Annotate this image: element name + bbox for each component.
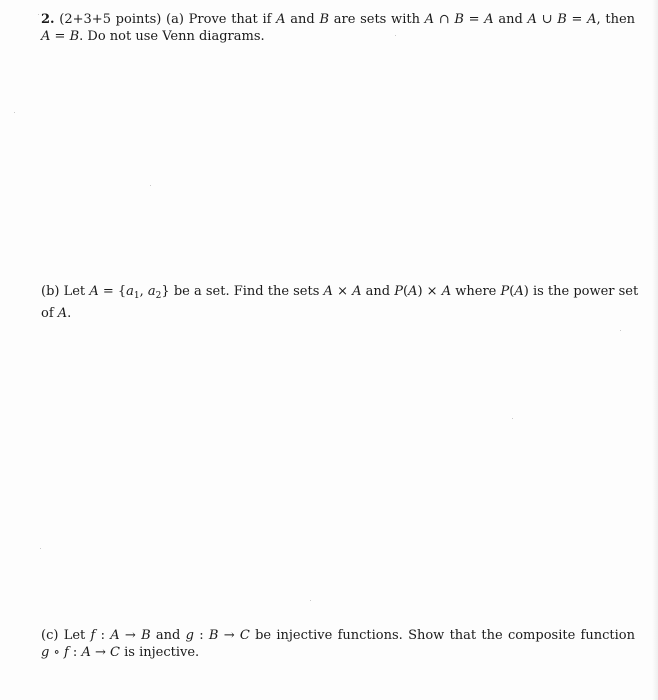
part-a-text: and [498,12,523,27]
problem-points: (2+3+5 points) [59,12,162,27]
part-a-question [41,11,635,45]
scan-speck [620,330,621,331]
math-expression: A ∩ B = A [424,12,494,27]
math-expression: P(A) × A [394,284,452,299]
math-expression: g : B → C [185,628,250,643]
part-c-label: (c) [41,628,59,643]
part-a-label: (a) [166,12,184,27]
part-c-text: be injective functions. Show that the composite function [255,628,635,643]
math-expression: f : A → B [90,628,151,643]
part-b-text: where [455,284,497,299]
scan-speck [14,112,15,113]
part-c-line-2 [41,644,635,661]
scan-speck [40,548,41,549]
scan-speck [38,14,39,15]
part-b-text: of [41,306,54,321]
part-a-text: and [290,12,315,27]
part-c-line-1 [41,627,635,644]
math-expression: A. [57,306,72,321]
part-b-text: Let [63,284,86,299]
part-a-text: then [605,12,636,27]
part-b-line-1 [41,283,639,305]
part-c-text: and [155,628,181,643]
scan-speck [150,185,151,186]
part-b-label: (b) [41,284,60,299]
math-expression: $A = \{a_1$, $a_2$} [89,284,170,301]
scan-speck [310,600,311,601]
math-expression: A = B. [41,29,84,44]
math-expression: P(A) [500,284,529,299]
problem-number: 2. [41,12,55,27]
part-c-text: Let [63,628,86,643]
part-c-text: is injective. [124,645,200,660]
part-b-line-2 [41,305,635,322]
part-c-question [41,627,635,661]
scan-edge-shadow [652,0,658,700]
math-expression: A × A [323,284,362,299]
part-b-text: is the power set [532,284,639,299]
part-b-question [41,283,639,322]
part-a-text: Do not use Venn diagrams. [87,29,265,44]
part-a-line-2 [41,28,635,45]
part-a-text: Prove that if [188,12,272,27]
part-b-text: and [365,284,391,299]
math-expression: A ∪ B = A, [527,12,601,27]
scan-speck [512,418,513,419]
scan-speck [395,35,396,36]
part-a-text: are sets with [333,12,420,27]
part-a-line-1: 2. (2+3+5 points) (a) Prove that if A and B are sets with A ∩ B = A and A ∪ B = A, then [41,12,636,27]
math-expression: g ∘ f : A → C [41,645,120,660]
part-b-text: be a set. Find the sets [173,284,320,299]
